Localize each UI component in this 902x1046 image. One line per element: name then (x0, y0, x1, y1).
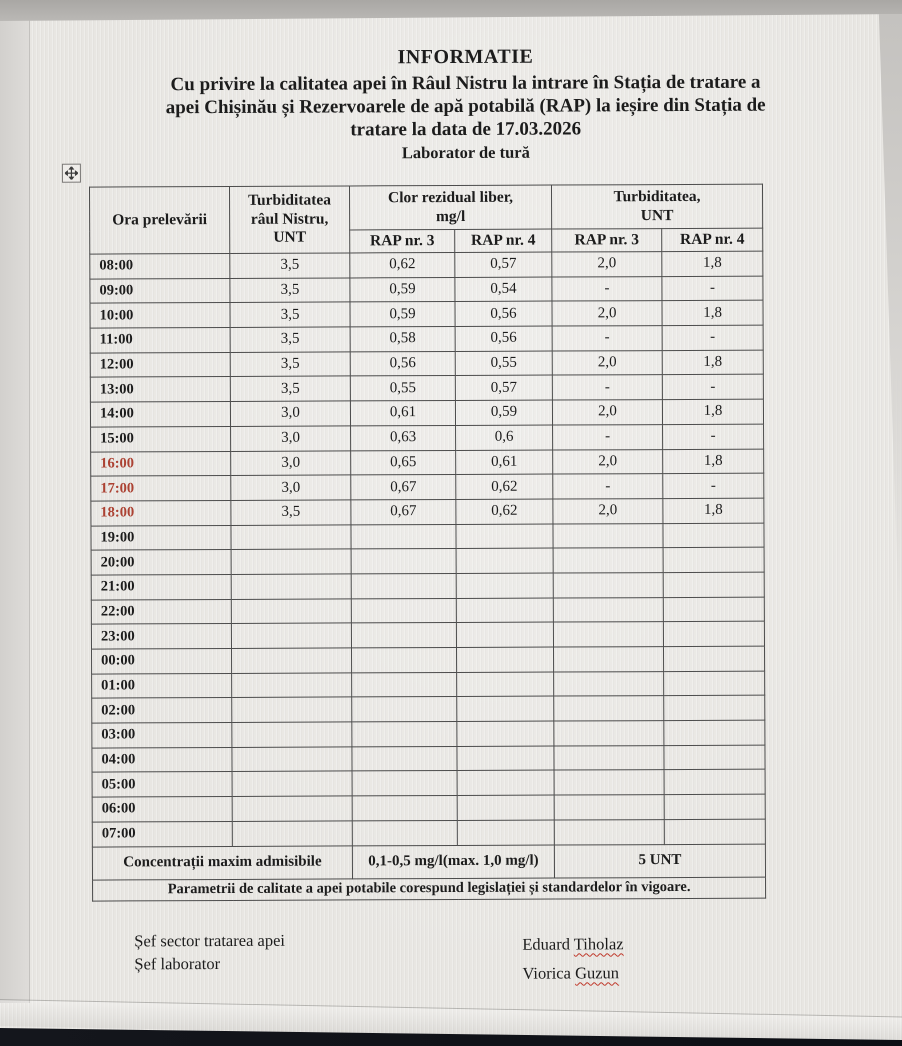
chlorine-rap3-cell[interactable] (352, 672, 457, 697)
turbidity-rap4-cell[interactable] (664, 720, 765, 745)
turbidity-rap3-cell[interactable] (553, 548, 663, 573)
chlorine-rap4-cell[interactable]: 0,57 (455, 252, 552, 277)
chlorine-rap3-cell[interactable]: 0,62 (350, 252, 455, 277)
turbidity-rap4-cell[interactable] (664, 794, 765, 819)
turbidity-rap3-cell[interactable] (554, 819, 664, 844)
river-turbidity-cell[interactable] (232, 771, 352, 796)
turbidity-rap3-cell[interactable] (554, 647, 664, 672)
turbidity-rap4-cell[interactable]: - (662, 375, 763, 400)
chlorine-rap3-cell[interactable]: 0,56 (350, 351, 455, 376)
turbidity-rap4-cell[interactable]: 1,8 (663, 449, 764, 474)
chlorine-rap3-cell[interactable] (352, 796, 457, 821)
chlorine-rap4-cell[interactable] (457, 672, 554, 697)
river-turbidity-cell[interactable]: 3,5 (230, 352, 350, 377)
turbidity-rap3-cell[interactable] (554, 795, 664, 820)
chlorine-rap3-cell[interactable] (351, 573, 456, 598)
table-row (90, 375, 763, 403)
river-turbidity-cell[interactable]: 3,0 (230, 401, 350, 426)
table-row (92, 646, 765, 674)
time-cell[interactable]: 17:00 (91, 476, 231, 501)
chlorine-rap4-cell[interactable] (456, 598, 553, 623)
limits-chlorine-cell: 0,1-0,5 mg/l(max. 1,0 mg/l) (352, 845, 554, 879)
chlorine-rap4-cell[interactable] (456, 524, 553, 549)
turbidity-rap3-cell[interactable] (553, 597, 663, 622)
signature-role: Șef sector tratarea apei (134, 930, 286, 951)
turbidity-rap3-cell[interactable]: - (553, 474, 663, 499)
turbidity-rap4-cell[interactable]: 1,8 (662, 350, 763, 375)
river-turbidity-cell[interactable] (232, 796, 352, 821)
river-turbidity-cell[interactable]: 3,5 (230, 302, 350, 327)
table-row (92, 745, 765, 773)
signature-role: Șef laborator (134, 954, 221, 974)
chlorine-rap3-cell[interactable]: 0,59 (350, 302, 455, 327)
turbidity-rap4-cell[interactable] (664, 770, 765, 795)
turbidity-rap3-cell[interactable] (554, 721, 664, 746)
river-turbidity-cell[interactable] (231, 574, 351, 599)
river-turbidity-cell[interactable] (231, 623, 351, 648)
table-row (90, 325, 763, 353)
chlorine-rap4-cell[interactable]: 0,6 (456, 425, 553, 450)
header-time: Ora prelevării (89, 186, 229, 254)
quality-note-cell: Parametrii de calitate a apei potabile corespund legislației și standardelor în vigoare. (93, 877, 766, 901)
table-row (91, 449, 764, 477)
turbidity-rap4-cell[interactable]: 1,8 (662, 301, 763, 326)
chlorine-rap3-cell[interactable] (351, 598, 456, 623)
turbidity-rap3-cell[interactable]: 2,0 (552, 400, 662, 425)
turbidity-rap4-cell[interactable] (664, 819, 765, 844)
river-turbidity-cell[interactable] (232, 648, 352, 673)
turbidity-rap3-cell[interactable]: - (552, 375, 662, 400)
turbidity-rap4-cell[interactable]: 1,8 (663, 498, 764, 523)
river-turbidity-cell[interactable]: 3,0 (231, 426, 351, 451)
chlorine-rap4-cell[interactable]: 0,56 (455, 326, 552, 351)
limits-turbidity-cell: 5 UNT (554, 844, 765, 878)
time-cell[interactable]: 00:00 (92, 648, 232, 673)
table-row (91, 473, 764, 501)
time-cell[interactable]: 15:00 (91, 426, 231, 451)
chlorine-rap3-cell[interactable]: 0,59 (350, 277, 455, 302)
table-row (91, 498, 764, 526)
misspelled-word: Tiholaz (573, 934, 624, 954)
table-row (90, 276, 763, 304)
turbidity-rap4-cell[interactable] (664, 696, 765, 721)
river-turbidity-cell[interactable]: 3,5 (230, 327, 350, 352)
river-turbidity-cell[interactable] (232, 722, 352, 747)
river-turbidity-cell[interactable] (231, 549, 351, 574)
time-cell[interactable]: 14:00 (90, 402, 230, 427)
turbidity-rap4-cell[interactable] (664, 745, 765, 770)
river-turbidity-cell[interactable] (232, 673, 352, 698)
time-cell[interactable]: 21:00 (91, 574, 231, 599)
time-cell[interactable]: 12:00 (90, 352, 230, 377)
time-cell[interactable]: 08:00 (90, 253, 230, 278)
time-cell[interactable]: 01:00 (92, 673, 232, 698)
time-cell[interactable]: 03:00 (92, 723, 232, 748)
table-row (92, 819, 765, 847)
time-cell[interactable]: 10:00 (90, 303, 230, 328)
table-row (91, 572, 764, 600)
table-move-handle-icon[interactable] (62, 164, 81, 183)
document-header (38, 44, 893, 165)
river-turbidity-cell[interactable]: 3,0 (231, 475, 351, 500)
turbidity-rap4-cell[interactable] (663, 572, 764, 597)
river-turbidity-cell[interactable] (231, 599, 351, 624)
time-cell[interactable]: 20:00 (91, 550, 231, 575)
turbidity-rap4-cell[interactable]: - (663, 424, 764, 449)
turbidity-rap4-cell[interactable]: - (662, 325, 763, 350)
signature-name: Eduard Tiholaz (522, 934, 624, 954)
time-cell[interactable]: 04:00 (92, 747, 232, 772)
turbidity-rap4-cell[interactable] (663, 547, 764, 572)
chlorine-rap3-cell[interactable] (352, 820, 457, 845)
time-cell[interactable]: 07:00 (92, 821, 232, 846)
chlorine-rap4-cell[interactable]: 0,54 (455, 277, 552, 302)
header-turbidity-group: Turbiditatea, UNT (551, 184, 762, 229)
time-cell[interactable]: 16:00 (91, 451, 231, 476)
chlorine-rap4-cell[interactable] (456, 647, 553, 672)
river-turbidity-cell[interactable] (232, 697, 352, 722)
time-cell[interactable]: 13:00 (90, 377, 230, 402)
turbidity-rap3-cell[interactable]: 2,0 (552, 301, 662, 326)
turbidity-rap3-cell[interactable] (553, 523, 663, 548)
table-row (90, 251, 763, 279)
turbidity-rap4-cell[interactable]: - (662, 276, 763, 301)
turbidity-rap4-cell[interactable]: 1,8 (662, 251, 763, 276)
signature-block (2, 926, 902, 983)
time-cell[interactable]: 05:00 (92, 772, 232, 797)
table-row (91, 547, 764, 575)
chlorine-rap3-cell[interactable] (352, 722, 457, 747)
time-cell[interactable]: 11:00 (90, 328, 230, 353)
river-turbidity-cell[interactable]: 3,5 (230, 376, 350, 401)
chlorine-rap4-cell[interactable] (457, 696, 554, 721)
river-turbidity-cell[interactable] (232, 821, 352, 846)
header-turbidity-rap3: RAP nr. 3 (552, 229, 662, 252)
chlorine-rap3-cell[interactable] (352, 647, 457, 672)
river-turbidity-cell[interactable]: 3,5 (230, 278, 350, 303)
table-row (92, 696, 765, 724)
turbidity-rap3-cell[interactable]: - (553, 424, 663, 449)
table-row (92, 671, 765, 699)
chlorine-rap3-cell[interactable]: 0,55 (350, 376, 455, 401)
chlorine-rap4-cell[interactable] (456, 573, 553, 598)
turbidity-rap4-cell[interactable] (664, 671, 765, 696)
header-chlorine-rap3: RAP nr. 3 (350, 229, 455, 252)
turbidity-rap4-cell[interactable]: - (663, 473, 764, 498)
chlorine-rap3-cell[interactable] (352, 746, 457, 771)
turbidity-rap4-cell[interactable] (663, 523, 764, 548)
table-row (90, 301, 763, 329)
doc-lab-line: Laborator de tură (401, 142, 530, 163)
turbidity-rap4-cell[interactable] (664, 646, 765, 671)
turbidity-rap3-cell[interactable] (554, 770, 664, 795)
turbidity-rap3-cell[interactable]: 2,0 (553, 498, 663, 523)
turbidity-rap4-cell[interactable] (663, 621, 764, 646)
chlorine-rap3-cell[interactable] (351, 549, 456, 574)
time-cell[interactable]: 22:00 (91, 599, 231, 624)
river-turbidity-cell[interactable] (232, 747, 352, 772)
turbidity-rap4-cell[interactable] (663, 597, 764, 622)
river-turbidity-cell[interactable] (231, 525, 351, 550)
chlorine-rap4-cell[interactable]: 0,55 (455, 351, 552, 376)
header-turbidity-rap4: RAP nr. 4 (662, 228, 763, 251)
time-cell[interactable]: 06:00 (92, 797, 232, 822)
time-cell[interactable]: 18:00 (91, 500, 231, 525)
table-row (91, 621, 764, 649)
turbidity-rap3-cell[interactable] (554, 671, 664, 696)
table-row (90, 350, 763, 378)
turbidity-rap3-cell[interactable] (553, 573, 663, 598)
river-turbidity-cell[interactable]: 3,5 (230, 253, 350, 278)
chlorine-rap4-cell[interactable] (456, 622, 553, 647)
chlorine-rap3-cell[interactable] (352, 771, 457, 796)
turbidity-rap4-cell[interactable]: 1,8 (662, 399, 763, 424)
turbidity-rap3-cell[interactable] (554, 696, 664, 721)
water-quality-table (89, 184, 766, 901)
turbidity-rap3-cell[interactable]: - (552, 326, 662, 351)
time-cell[interactable]: 09:00 (90, 278, 230, 303)
table-row (92, 720, 765, 748)
chlorine-rap4-cell[interactable]: 0,62 (456, 474, 553, 499)
chlorine-rap3-cell[interactable]: 0,67 (351, 475, 456, 500)
time-cell[interactable]: 19:00 (91, 525, 231, 550)
chlorine-rap4-cell[interactable] (457, 770, 554, 795)
turbidity-rap3-cell[interactable]: 2,0 (552, 252, 662, 277)
river-turbidity-cell[interactable]: 3,0 (231, 450, 351, 475)
chlorine-rap4-cell[interactable] (457, 795, 554, 820)
table-body (90, 251, 766, 846)
table-row (92, 794, 765, 822)
table-footer (92, 844, 765, 901)
doc-subtitle: Cu privire la calitatea apei în Râul Nistru la intrare în Stația de tratare a apei Chișinău și Rezervoarele de apă potabilă (RAP) la ieșire din Stația de tratare la data de 17.03.2026 (165, 71, 766, 141)
chlorine-rap4-cell[interactable]: 0,57 (455, 375, 552, 400)
table-header (89, 184, 762, 254)
misspelled-word: Guzun (575, 963, 620, 983)
chlorine-rap4-cell[interactable] (457, 820, 554, 845)
river-turbidity-cell[interactable]: 3,5 (231, 500, 351, 525)
turbidity-rap3-cell[interactable] (554, 745, 664, 770)
chlorine-rap3-cell[interactable]: 0,61 (350, 401, 455, 426)
chlorine-rap3-cell[interactable]: 0,63 (351, 425, 456, 450)
table-row (92, 770, 765, 798)
header-chlorine-rap4: RAP nr. 4 (455, 229, 552, 252)
chlorine-rap3-cell[interactable]: 0,65 (351, 450, 456, 475)
chlorine-rap3-cell[interactable] (351, 623, 456, 648)
chlorine-rap3-cell[interactable]: 0,67 (351, 499, 456, 524)
limits-label-cell: Concentrații maxim admisibile (92, 845, 352, 879)
doc-title: INFORMATIE (397, 45, 534, 69)
header-river-turbidity: Turbiditatea râul Nistru, UNT (229, 186, 349, 254)
turbidity-rap3-cell[interactable]: 2,0 (552, 350, 662, 375)
time-cell[interactable]: 23:00 (91, 624, 231, 649)
time-cell[interactable]: 02:00 (92, 698, 232, 723)
chlorine-rap4-cell[interactable] (457, 746, 554, 771)
turbidity-rap3-cell[interactable]: - (552, 276, 662, 301)
turbidity-rap3-cell[interactable] (553, 622, 663, 647)
chlorine-rap4-cell[interactable]: 0,56 (455, 301, 552, 326)
chlorine-rap3-cell[interactable] (352, 697, 457, 722)
chlorine-rap4-cell[interactable] (457, 721, 554, 746)
table-row (91, 424, 764, 452)
signature-name: Viorica Guzun (522, 963, 620, 983)
chlorine-rap3-cell[interactable]: 0,58 (350, 327, 455, 352)
turbidity-rap3-cell[interactable]: 2,0 (553, 449, 663, 474)
table-row (90, 399, 763, 427)
table-row (91, 523, 764, 551)
header-chlorine-group: Clor rezidual liber, mg/l (349, 185, 551, 230)
chlorine-rap3-cell[interactable] (351, 524, 456, 549)
chlorine-rap4-cell[interactable] (456, 548, 553, 573)
table-row (91, 597, 764, 625)
chlorine-rap4-cell[interactable]: 0,61 (456, 450, 553, 475)
chlorine-rap4-cell[interactable]: 0,62 (456, 499, 553, 524)
chlorine-rap4-cell[interactable]: 0,59 (455, 400, 552, 425)
